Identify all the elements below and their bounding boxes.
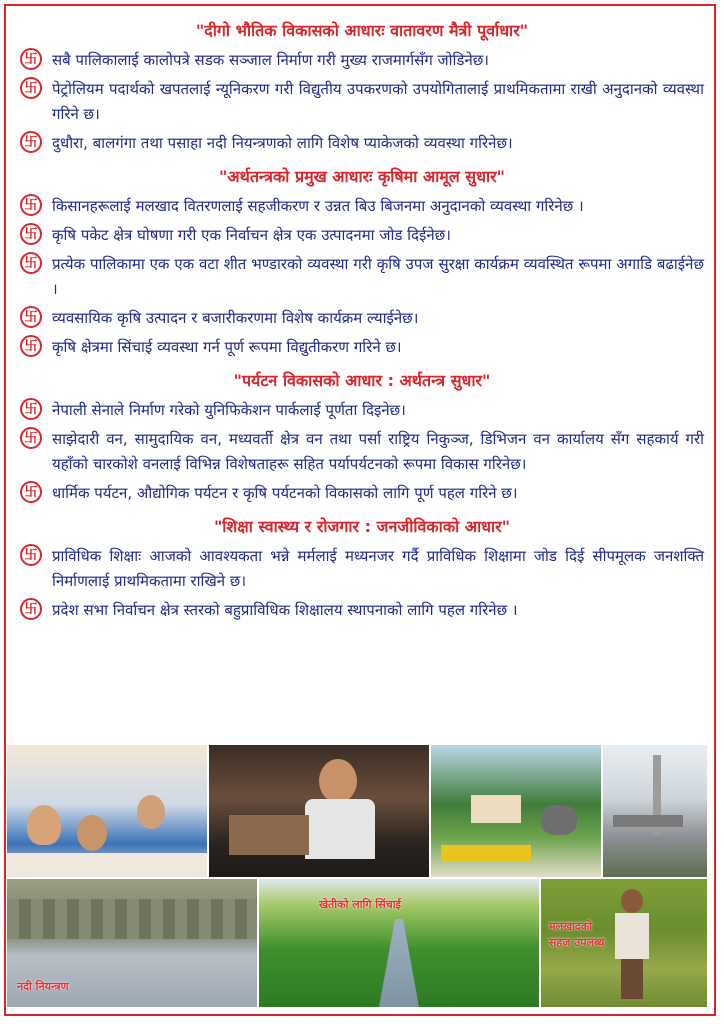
- list-item-text: धार्मिक पर्यटन, औद्योगिक पर्यटन र कृषि पर्यटनको विकासको लागि पूर्ण पहल गरिने छ।: [52, 484, 518, 502]
- section-title: "दीगो भौतिक विकासको आधारः वातावरण मैत्री पूर्वाधार": [195, 21, 529, 40]
- list-item: [20, 223, 704, 248]
- list-item: [20, 398, 704, 423]
- list-item: [20, 252, 704, 302]
- list-item-text: सबै पालिकालाई कालोपत्रे सडक सञ्जाल निर्माण गरी मुख्य राजमार्गसँग जोडिनेछ।: [52, 51, 489, 69]
- swastika-icon: 卐: [20, 77, 42, 99]
- list-item-text: साझेदारी वन, सामुदायिक वन, मध्यवर्ती क्षेत्र वन तथा पर्सा राष्ट्रिय निकुञ्ज, डिभिजन वन कार्यालय सँग सहकार्य गरी यहाँको चारकोशे वनलाई विभिन्न विशेषताहरू सहित पर्यापर्यटनको रूपमा विकास गरिनेछ।: [52, 430, 704, 473]
- photo-collage: [6, 744, 706, 1006]
- classroom-photo: [6, 744, 208, 878]
- list-item-text: प्रदेश सभा निर्वाचन क्षेत्र स्तरको बहुप्राविधिक शिक्षालय स्थापनाको लागि पहल गरिनेछ ।: [52, 601, 518, 619]
- swastika-icon: 卐: [20, 252, 42, 274]
- list-item-text: प्राविधिक शिक्षाः आजको आवश्यकता भन्ने मर्मलाई मध्यनजर गर्दै प्राविधिक शिक्षामा जोड दिई सीपमूलक जनशक्ति निर्माणलाई प्राथमिकतामा राखिने छ।: [52, 547, 704, 590]
- workshop-photo: [208, 744, 430, 878]
- swastika-icon: 卐: [20, 544, 42, 566]
- section-title: "पर्यटन विकासको आधार : अर्थतन्त्र सुधार": [233, 371, 491, 390]
- industry-photo: [602, 744, 708, 878]
- list-item: [20, 194, 704, 219]
- list-item-text: नेपाली सेनाले निर्माण गरेको युनिफिकेशन पार्कलाई पूर्णता दिइनेछ।: [52, 401, 406, 419]
- list-item-text: प्रत्येक पालिकामा एक एक वटा शीत भण्डारको व्यवस्था गरी कृषि उपज सुरक्षा कार्यक्रम व्यवस्थित रूपमा अगाडि बढाईनेछ ।: [52, 255, 704, 298]
- irrigation-caption: खेतीको लागि सिंचाई: [319, 898, 401, 911]
- swastika-icon: 卐: [20, 398, 42, 420]
- river-control-photo: [6, 878, 258, 1008]
- list-item-text: पेट्रोलियम पदार्थको खपतलाई न्यूनिकरण गरी विद्युतीय उपकरणको उपयोगितालाई प्राथमिकतामा राखी अनुदानको व्यवस्था गरिने छ।: [52, 80, 704, 123]
- fertilizer-caption-line1: मलखादको: [549, 920, 593, 933]
- list-item: [20, 306, 704, 331]
- list-item: [20, 48, 704, 73]
- list-item: [20, 544, 704, 594]
- section-agriculture: [20, 166, 704, 360]
- irrigation-photo: [258, 878, 540, 1008]
- swastika-icon: 卐: [20, 48, 42, 70]
- fertilizer-caption-line2: सहज उपलब्ध: [549, 936, 605, 949]
- section-infrastructure: [20, 20, 704, 156]
- section-title: "अर्थतन्त्रको प्रमुख आधारः कृषिमा आमूल सुधार": [219, 167, 505, 186]
- list-item-text: किसानहरूलाई मलखाद वितरणलाई सहजीकरण र उन्नत बिउ बिजनमा अनुदानको व्यवस्था गरिनेछ ।: [52, 197, 584, 215]
- list-item: [20, 598, 704, 623]
- list-item: [20, 77, 704, 127]
- swastika-icon: 卐: [20, 335, 42, 357]
- section-education: [20, 516, 704, 623]
- swastika-icon: 卐: [20, 427, 42, 449]
- list-item: [20, 427, 704, 477]
- list-item-text: व्यवसायिक कृषि उत्पादन र बजारीकरणमा विशेष कार्यक्रम ल्याईनेछ।: [52, 309, 419, 327]
- section-tourism: [20, 370, 704, 506]
- swastika-icon: 卐: [20, 481, 42, 503]
- manifesto-content: [20, 20, 704, 633]
- swastika-icon: 卐: [20, 598, 42, 620]
- farmer-photo: [540, 878, 708, 1008]
- list-item: [20, 335, 704, 360]
- section-title: "शिक्षा स्वास्थ्य र रोजगार : जनजीविकाको आधार": [213, 517, 511, 536]
- list-item: [20, 131, 704, 156]
- swastika-icon: 卐: [20, 131, 42, 153]
- swastika-icon: 卐: [20, 306, 42, 328]
- list-item-text: कृषि पकेट क्षेत्र घोषणा गरी एक निर्वाचन क्षेत्र एक उत्पादनमा जोड दिईनेछ।: [52, 226, 451, 244]
- list-item: [20, 481, 704, 506]
- list-item-text: दुधौरा, बालगंगा तथा पसाहा नदी नियन्त्रणको लागि विशेष प्याकेजको व्यवस्था गरिनेछ।: [52, 134, 513, 152]
- river-caption: नदी नियन्त्रण: [17, 980, 69, 993]
- park-photo: [430, 744, 602, 878]
- swastika-icon: 卐: [20, 194, 42, 216]
- swastika-icon: 卐: [20, 223, 42, 245]
- list-item-text: कृषि क्षेत्रमा सिंचाई व्यवस्था गर्न पूर्ण रूपमा विद्युतीकरण गरिने छ।: [52, 338, 402, 356]
